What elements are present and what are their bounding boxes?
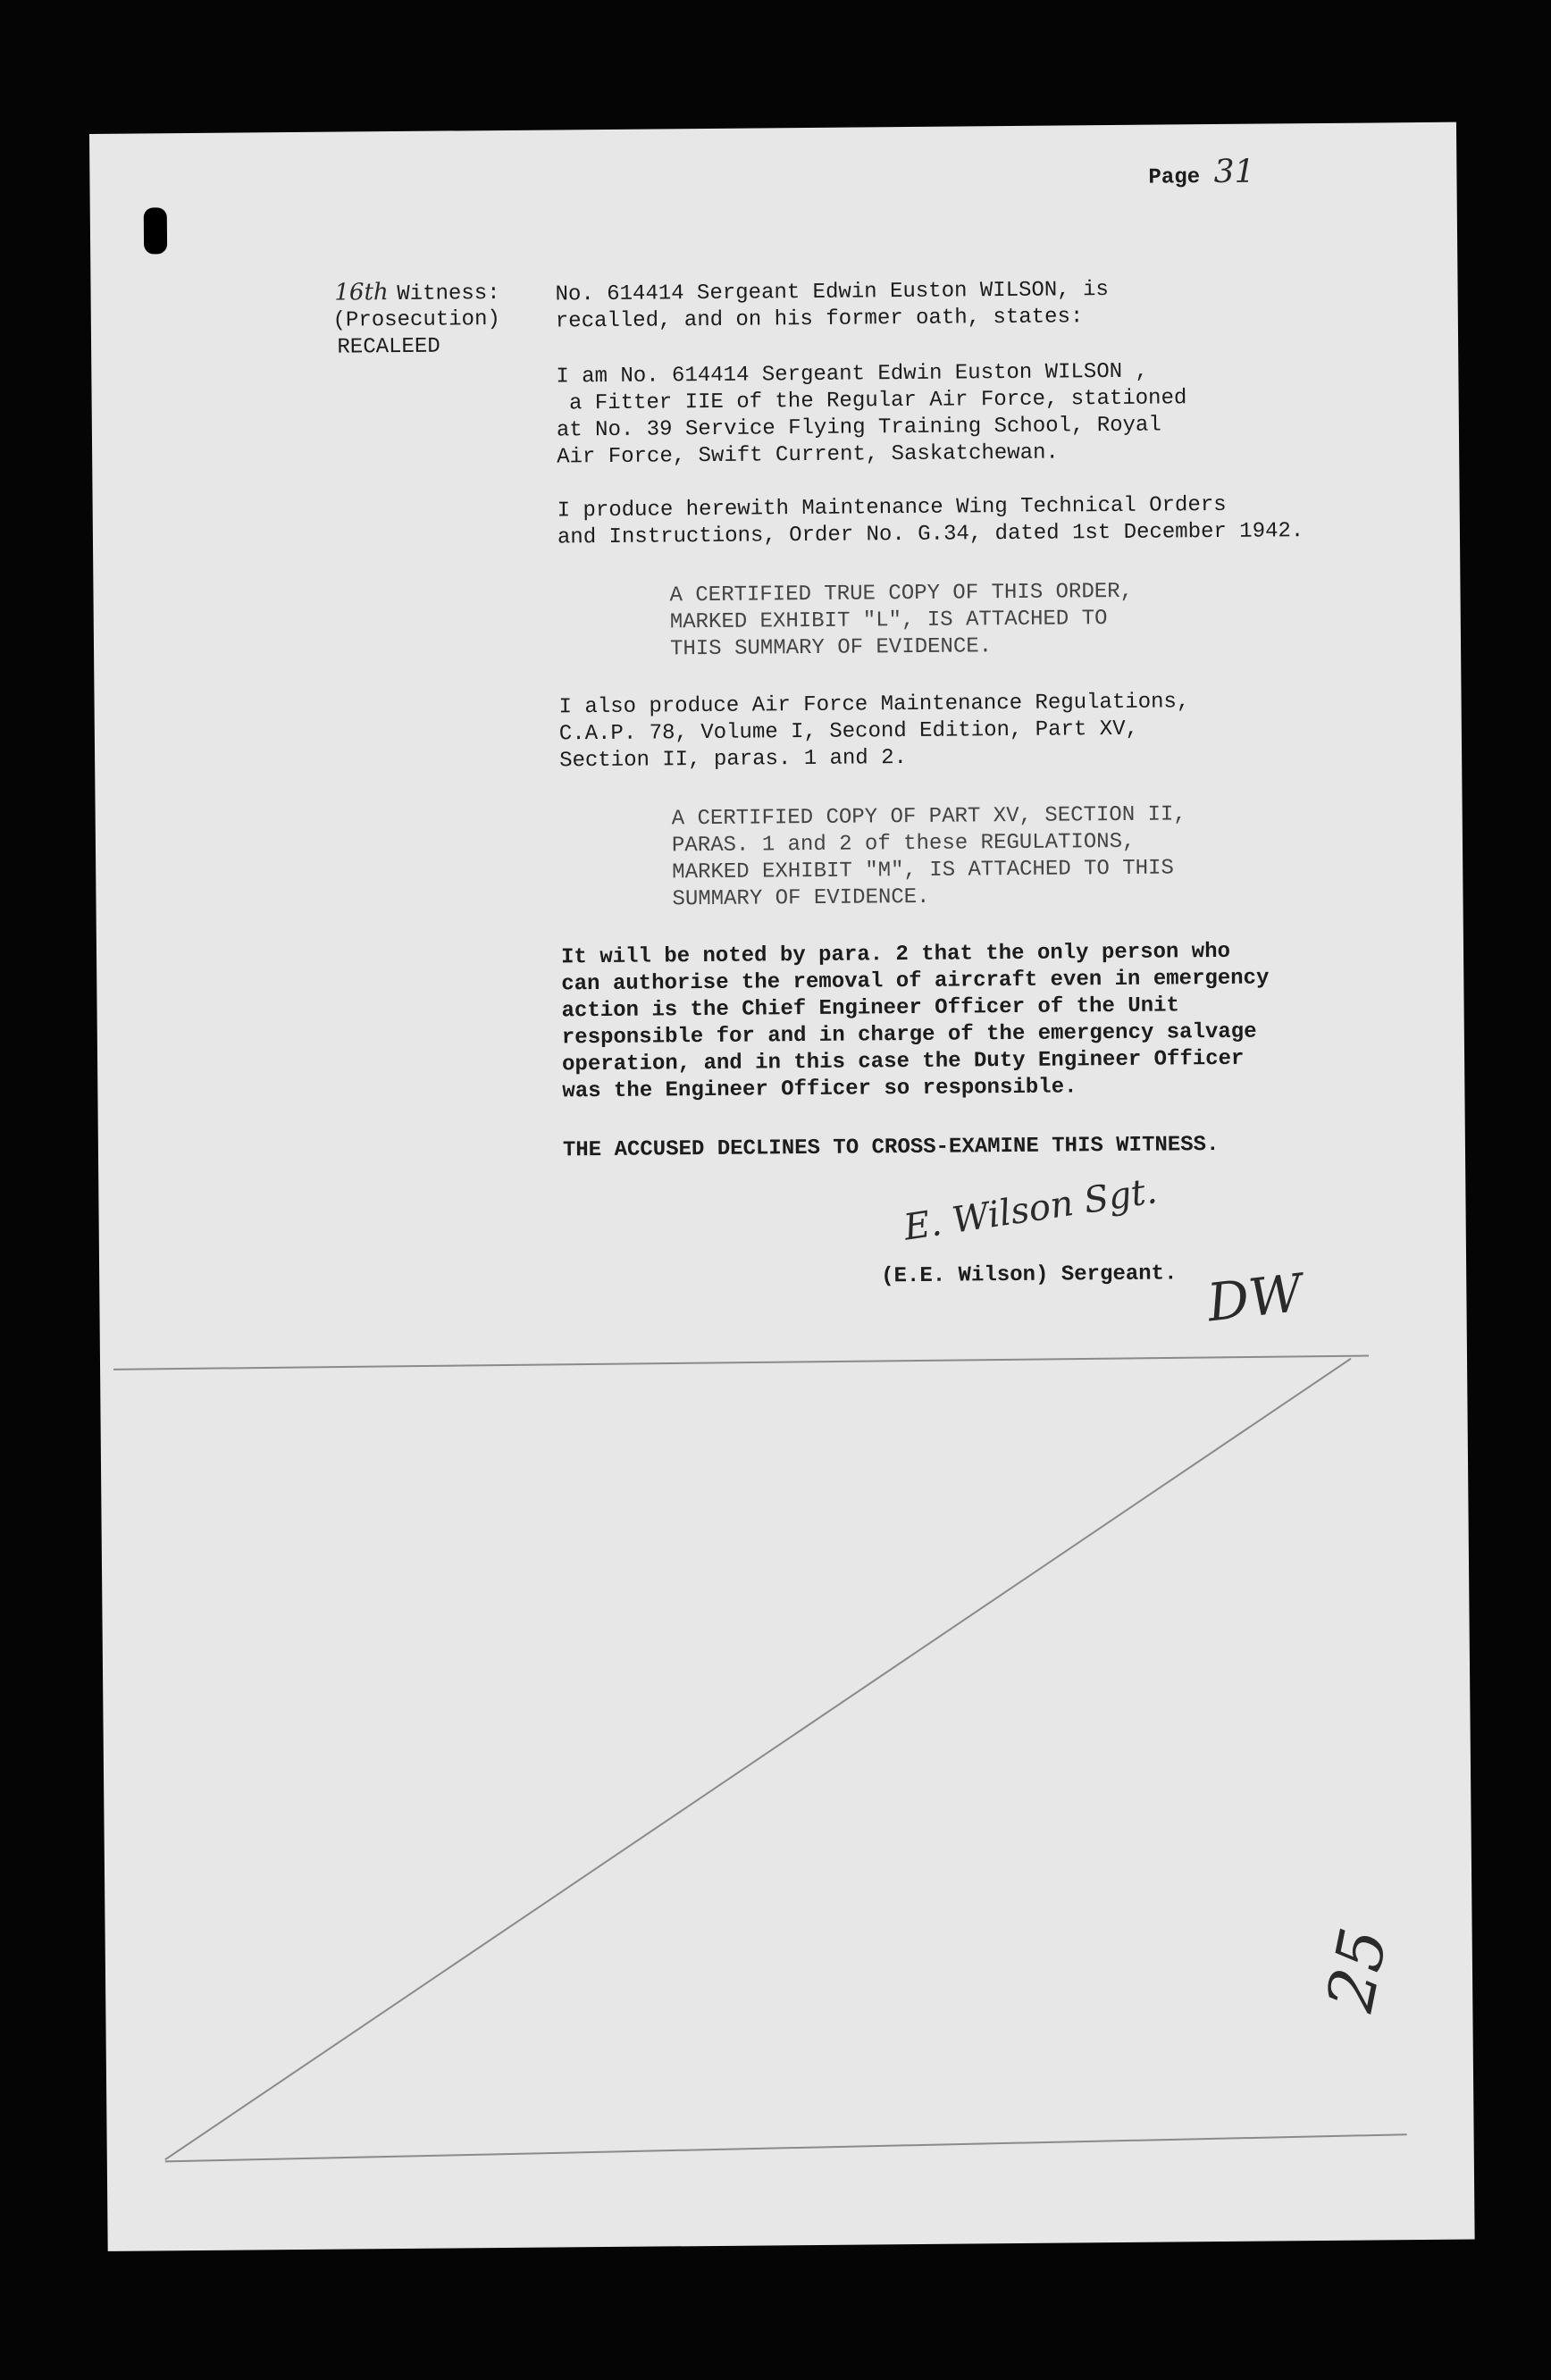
intro-line-1: No. 614414 Sergeant Edwin Euston WILSON, is — [555, 278, 1109, 307]
handwritten-signature: E. Wilson Sgt. — [901, 1170, 1160, 1249]
diagonal-strike — [158, 1359, 1358, 2160]
para1-line-3: at No. 39 Service Flying Training School, Royal — [556, 413, 1161, 443]
witness-party: (Prosecution) — [332, 306, 500, 333]
para4-line-5: operation, and in this case the Duty Engineer Officer — [561, 1046, 1245, 1077]
para3-line-2: C.A.P. 78, Volume I, Second Edition, Part XV, — [558, 717, 1139, 747]
exhibit-m-line-3: MARKED EXHIBIT "M", IS ATTACHED TO THIS — [672, 856, 1175, 885]
exhibit-m-line-4: SUMMARY OF EVIDENCE. — [672, 884, 930, 912]
para4-line-6: was the Engineer Officer so responsible. — [562, 1075, 1077, 1104]
para3-line-3: Section II, paras. 1 and 2. — [559, 746, 908, 774]
closing-statement: THE ACCUSED DECLINES TO CROSS-EXAMINE THIS WITNESS. — [562, 1133, 1220, 1163]
bottom-rule — [165, 2134, 1407, 2161]
exhibit-l-line-2: MARKED EXHIBIT "L", IS ATTACHED TO — [669, 607, 1108, 635]
exhibit-l-line-3: THIS SUMMARY OF EVIDENCE. — [669, 634, 993, 662]
para4-line-3: action is the Chief Engineer Officer of the Unit — [561, 993, 1179, 1024]
page-number-value: 31 — [1213, 153, 1255, 191]
initials: DW — [1203, 1261, 1306, 1334]
para4-line-1: It will be noted by para. 2 that the only person who — [560, 939, 1231, 970]
para3-line-1: I also produce Air Force Maintenance Regulations, — [558, 690, 1190, 720]
para1-line-2: a Fitter IIE of the Regular Air Force, stationed — [556, 386, 1187, 416]
typed-signature: (E.E. Wilson) Sergeant. — [881, 1261, 1178, 1289]
para4-line-4: responsible for and in charge of the emergency salvage — [561, 1019, 1257, 1051]
page-label: Page — [1148, 165, 1201, 190]
para4-line-2: can authorise the removal of aircraft even in emergency — [561, 966, 1270, 997]
witness-status: RECALEED — [337, 334, 440, 360]
para1-line-1: I am No. 614414 Sergeant Edwin Euston WILSON , — [556, 359, 1149, 390]
top-rule — [113, 1356, 1369, 1370]
exhibit-m-line-2: PARAS. 1 and 2 of these REGULATIONS, — [671, 829, 1136, 859]
para1-line-4: Air Force, Swift Current, Saskatchewan. — [557, 440, 1059, 470]
witness-number: 16th — [334, 279, 389, 306]
folio-number: 25 — [1312, 1922, 1403, 2017]
intro-line-2: recalled, and on his former oath, states: — [555, 305, 1084, 334]
exhibit-l-line-1: A CERTIFIED TRUE COPY OF THIS ORDER, — [669, 579, 1134, 608]
document-page — [89, 122, 1475, 2251]
para2-line-1: I produce herewith Maintenance Wing Technical Orders — [557, 492, 1227, 524]
cancellation-lines — [89, 122, 1475, 2251]
exhibit-m-line-1: A CERTIFIED COPY OF PART XV, SECTION II, — [671, 802, 1186, 832]
para2-line-2: and Instructions, Order No. G.34, dated 1st December 1942. — [557, 519, 1304, 550]
witness-label: Witness: — [397, 281, 500, 307]
